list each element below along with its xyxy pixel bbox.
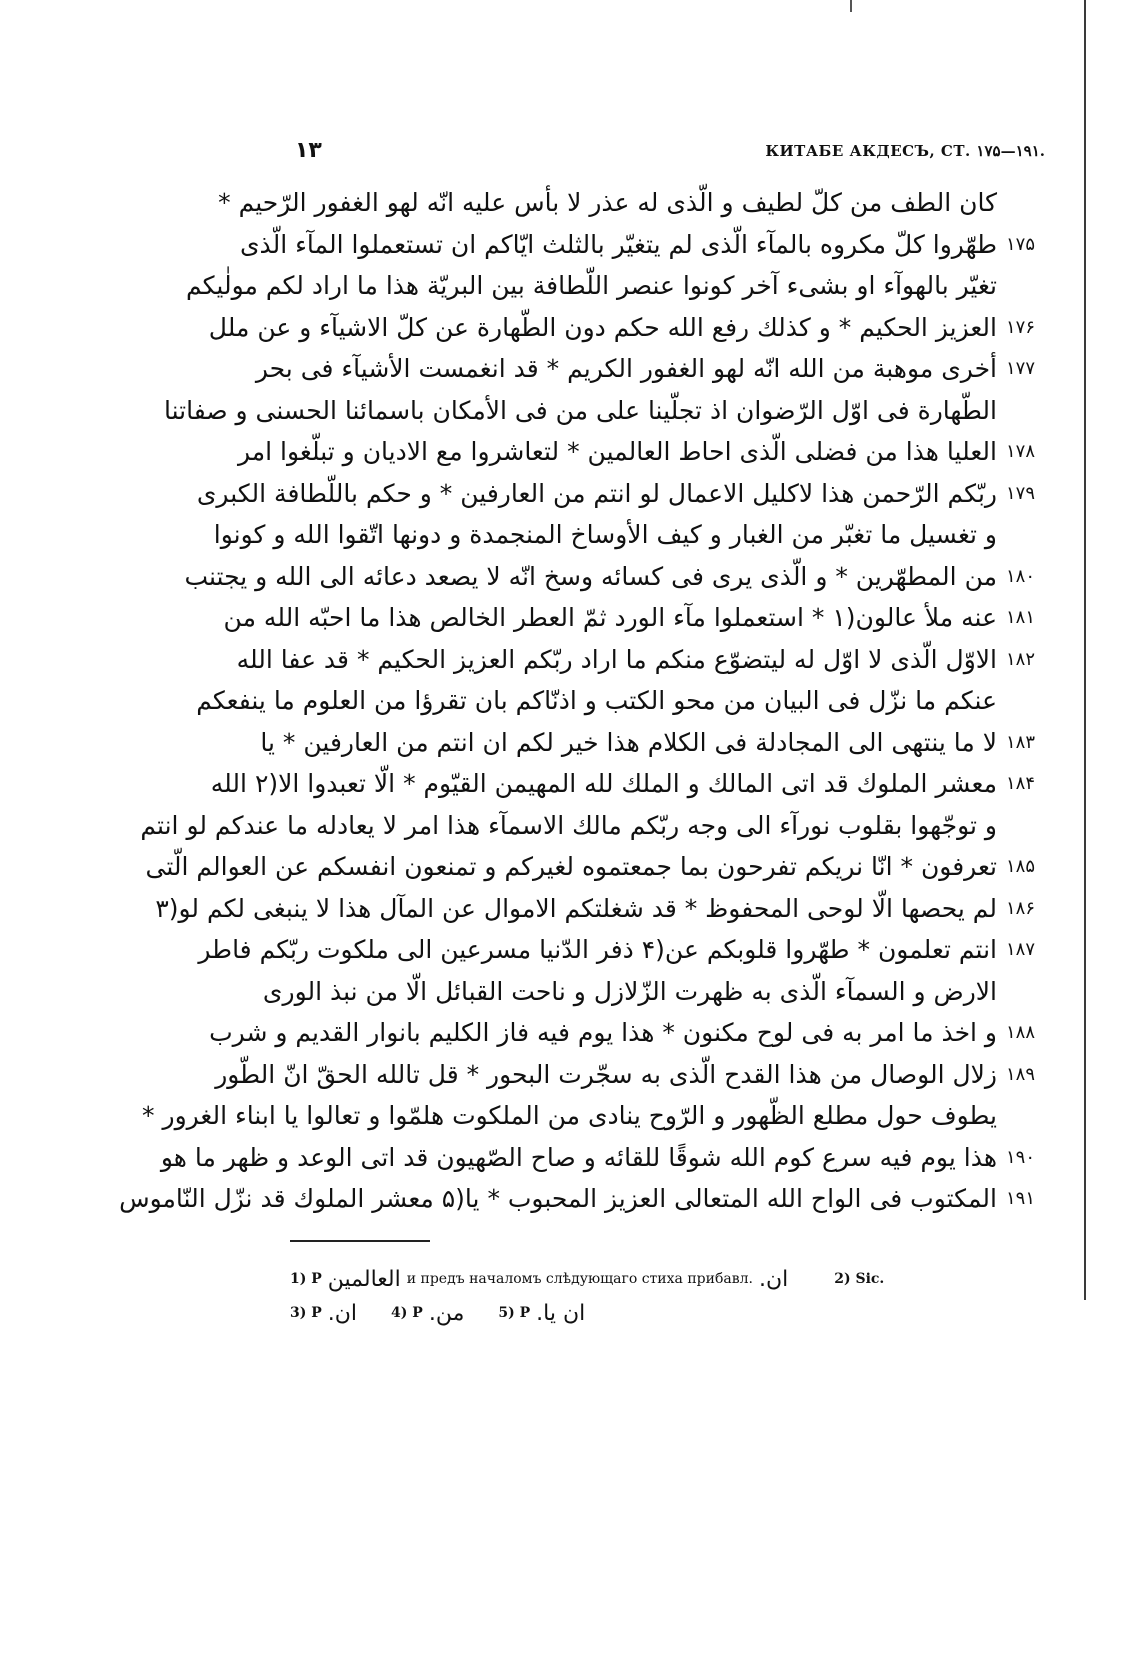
verse-number: ۱۷۵ [1005, 233, 1035, 255]
footnote-1-addition: ان. [758, 1266, 789, 1292]
footnote-1-note: и предъ началомъ слѣдующаго стиха прибавл. [406, 1271, 753, 1287]
verse-number: ۱۷۸ [1005, 441, 1035, 463]
verse-text: تعرفون * انّا نريكم تفرحون بما جمعتموه لغيركم و تمنعون انفسكم عن العوالم الّتى [145, 852, 997, 882]
verse-line [155, 888, 1035, 930]
verse-line [237, 431, 1035, 473]
verse-line [236, 639, 1035, 681]
footnote-row-2 [290, 1296, 990, 1330]
footnote-5-label: 5) P [498, 1305, 531, 1321]
verse-line [119, 1178, 1035, 1220]
verse-number: ۱۸۷ [1005, 939, 1035, 961]
verse-text: ربّكم الرّحمن هذا لاكليل الاعمال لو انتم من العارفين * و حكم باللّطافة الكبرى [196, 478, 997, 508]
footnote-4-arabic: من. [428, 1300, 465, 1326]
footnote-3 [290, 1301, 357, 1326]
verse-line [208, 307, 1035, 349]
verse-text: و اخذ ما امر به فى لوح مكنون * هذا يوم فيه فاز الكليم بانوار القديم و شرب [209, 1018, 997, 1048]
page-header [295, 138, 1045, 168]
verse-text: الاوّل الّذى لا اوّل له ليتضوّع منكم ما اراد ربّكم العزيز الحكيم * قد عفا الله [236, 644, 997, 674]
verse-number: ۱۷۶ [1005, 316, 1035, 338]
verse-text: تغيّر بالهوآء او بشىء آخر كونوا عنصر اللّطافة بين البريّة هذا ما اراد لكم مولٰيكم [185, 271, 997, 301]
footnote-row-1 [290, 1262, 990, 1296]
verse-number: ۱۸۲ [1005, 648, 1035, 670]
verse-line [196, 680, 1035, 722]
verse-line [239, 224, 1035, 266]
verse-line [223, 597, 1035, 639]
footnote-1-arabic: العالمين [327, 1266, 401, 1292]
verse-line [163, 390, 1035, 432]
page-number: ۱۳ [295, 138, 322, 163]
footnote-5-arabic: ان يا. [536, 1300, 586, 1326]
verse-line [209, 1012, 1035, 1054]
verse-number: ۱۸۵ [1005, 856, 1035, 878]
verse-number: ۱۸۴ [1005, 773, 1035, 795]
running-title: КИТАБЕ АКДЕСЪ, СТ. ۱۷۵—۱۹۱. [765, 142, 1045, 160]
verse-text: كان الطف من كلّ لطيف و الّذى له عذر لا بأس عليه انّه لهو الغفور الرّحيم * [218, 188, 997, 218]
verse-line [142, 1095, 1035, 1137]
footnote-1-label: 1) P [290, 1271, 322, 1287]
verse-line [198, 929, 1035, 971]
verse-line [260, 722, 1035, 764]
verse-line [184, 556, 1035, 598]
verse-line [185, 265, 1035, 307]
footnote-4 [391, 1301, 464, 1326]
footnote-3-label: 3) P [290, 1305, 322, 1321]
verse-text: عنه ملأ عالون(۱ * استعملوا مآء الورد ثمّ العطر الخالص هذا ما احبّه الله من [223, 603, 997, 633]
verse-line [145, 846, 1035, 888]
verse-text: هذا يوم فيه سرع كوم الله شوقًا للقائه و صاح الصّهيون قد اتى الوعد و ظهر ما هو [160, 1142, 997, 1172]
verse-number: ۱۸۹ [1005, 1063, 1035, 1085]
verse-number: ۱۸۰ [1005, 565, 1035, 587]
verse-text: يطوف حول مطلع الظّهور و الرّوح ينادى من الملكوت هلمّوا و تعالوا يا ابناء الغرور * [142, 1101, 997, 1131]
verse-text: زلال الوصال من هذا القدح الّذى به سجّرت البحور * قل تالله الحقّ انّ الطّور [215, 1059, 997, 1089]
verse-text: الطّهارة فى اوّل الرّضوان اذ تجلّينا على من فى الأمكان باسمائنا الحسنى و صفاتنا [163, 395, 997, 425]
verse-line [262, 971, 1035, 1013]
verse-number: ۱۸۱ [1005, 607, 1035, 629]
verse-text: انتم تعلمون * طهّروا قلوبكم عن(۴ ذفر الدّنيا مسرعين الى ملكوت ربّكم فاطر [198, 935, 997, 965]
footnote-5 [498, 1301, 585, 1326]
footnote-2-label: 2) Sic. [834, 1271, 885, 1287]
footnote-3-arabic: ان. [327, 1300, 358, 1326]
footnote-divider [290, 1240, 430, 1242]
verse-text: لا ما ينتهى الى المجادلة فى الكلام هذا خير لكم ان انتم من العارفين * يا [260, 727, 997, 757]
verse-text: طهّروا كلّ مكروه بالمآء الّذى لم يتغيّر بالثلث ايّاكم ان تستعملوا المآء الّذى [239, 229, 997, 259]
verse-number: ۱۸۳ [1005, 731, 1035, 753]
footnote-4-label: 4) P [391, 1305, 423, 1321]
top-margin-mark [850, 0, 852, 12]
verse-line [210, 763, 1035, 805]
verse-number: ۱۹۱ [1005, 1188, 1035, 1210]
footnote-2 [834, 1271, 884, 1287]
verse-text: عنكم ما نزّل فى البيان من محو الكتب و اذنّاكم بان تقرؤا من العلوم ما ينفعكم [196, 686, 997, 716]
verse-number: ۱۸۸ [1005, 1022, 1035, 1044]
verse-line [255, 348, 1035, 390]
verse-text: و توجّهوا بقلوب نورآء الى وجه ربّكم مالك الاسمآء هذا امر لا يعادله ما عندكم لو انتم [140, 810, 997, 840]
footnotes [290, 1262, 990, 1330]
verse-text: معشر الملوك قد اتى المالك و الملك لله المهيمن القيّوم * الّا تعبدوا الا(۲ الله [210, 769, 997, 799]
verse-text: العزيز الحكيم * و كذلك رفع الله حكم دون الطّهارة عن كلّ الاشيآء و عن ملل [208, 312, 997, 342]
verse-line [215, 1054, 1035, 1096]
page-edge-rule [1084, 0, 1086, 1300]
verse-text: و تغسيل ما تغبّر من الغبار و كيف الأوساخ المنجمدة و دونها اتّقوا الله و كونوا [213, 520, 997, 550]
verse-text: الارض و السمآء الّذى به ظهرت الزّلازل و ناحت القبائل الّا من نبذ الورى [262, 976, 997, 1006]
verse-line [218, 182, 1035, 224]
verse-body [119, 182, 1035, 1220]
verse-line [196, 473, 1035, 515]
verse-number: ۱۸۶ [1005, 897, 1035, 919]
verse-number: ۱۷۷ [1005, 358, 1035, 380]
verse-text: المكتوب فى الواح الله المتعالى العزيز المحبوب * يا(۵ معشر الملوك قد نزّل النّاموس [119, 1184, 997, 1214]
verse-line [140, 805, 1035, 847]
verse-text: من المطهّرين * و الّذى يرى فى كسائه وسخ انّه لا يصعد دعائه الى الله و يجتنب [184, 561, 997, 591]
verse-line [160, 1137, 1035, 1179]
verse-text: العليا هذا من فضلى الّذى احاط العالمين * لتعاشروا مع الاديان و تبلّغوا امر [237, 437, 997, 467]
verse-number: ۱۹۰ [1005, 1146, 1035, 1168]
verse-text: أخرى موهبة من الله انّه لهو الغفور الكريم * قد انغمست الأشيآء فى بحر [255, 354, 997, 384]
footnote-1 [290, 1267, 788, 1292]
verse-line [213, 514, 1035, 556]
verse-text: لم يحصها الّا لوحى المحفوظ * قد شغلتكم الاموال عن المآل هذا لا ينبغى لكم لو(۳ [155, 893, 997, 923]
verse-number: ۱۷۹ [1005, 482, 1035, 504]
